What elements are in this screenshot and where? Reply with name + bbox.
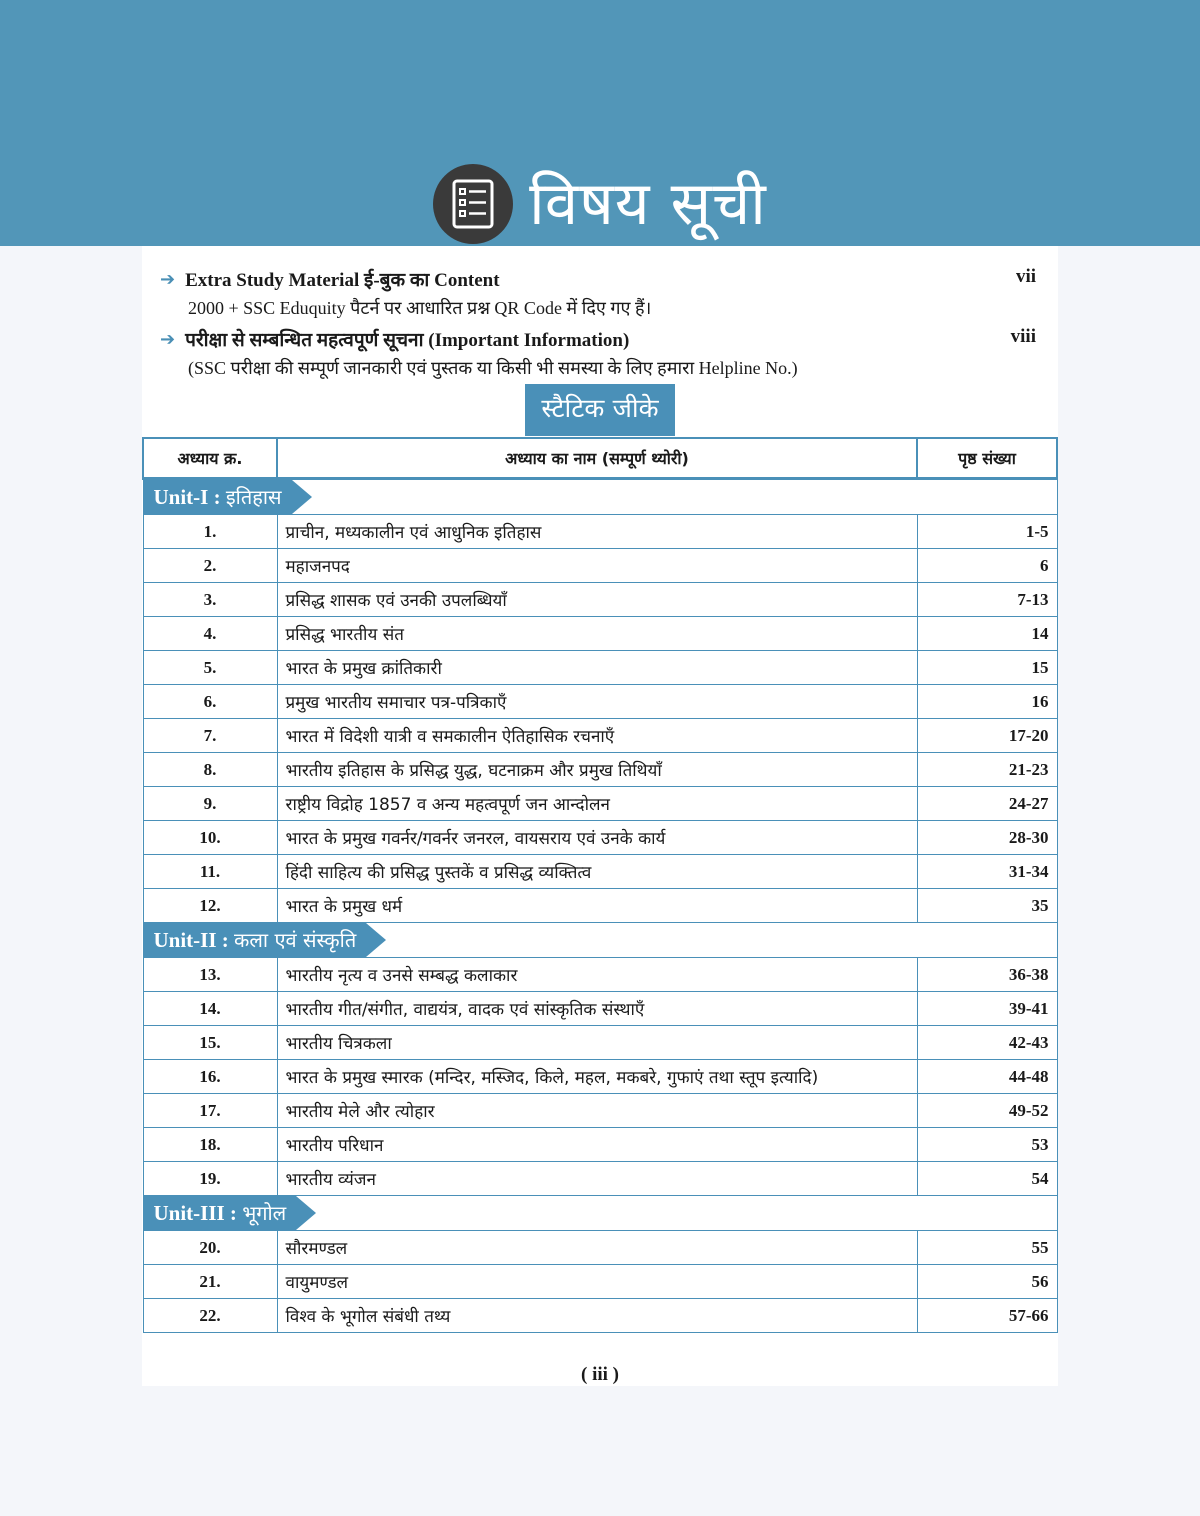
chapter-page: 17-20: [917, 719, 1057, 753]
chapter-page: 28-30: [917, 821, 1057, 855]
chapter-page: 14: [917, 617, 1057, 651]
chapter-number: 13.: [143, 958, 277, 992]
arrow-right-icon: ➔: [160, 328, 176, 350]
chapter-number: 5.: [143, 651, 277, 685]
chapter-number: 20.: [143, 1231, 277, 1265]
table-row: [143, 1060, 1057, 1094]
table-row: [143, 821, 1057, 855]
chapter-page: 1-5: [917, 515, 1057, 549]
chapter-name: प्रमुख भारतीय समाचार पत्र-पत्रिकाएँ: [277, 685, 917, 719]
chapter-name: प्रसिद्ध शासक एवं उनकी उपलब्धियाँ: [277, 583, 917, 617]
table-row: [143, 719, 1057, 753]
chapter-page: 54: [917, 1162, 1057, 1196]
chapter-name: भारतीय परिधान: [277, 1128, 917, 1162]
info-title: Extra Study Material ई-बुक का Content: [185, 270, 500, 291]
chapter-number: 11.: [143, 855, 277, 889]
table-row: [143, 685, 1057, 719]
chapter-name: भारत के प्रमुख क्रांतिकारी: [277, 651, 917, 685]
chapter-name: प्राचीन, मध्यकालीन एवं आधुनिक इतिहास: [277, 515, 917, 549]
info-subtitle: (SSC परीक्षा की सम्पूर्ण जानकारी एवं पुस्तक या किसी भी समस्या के लिए हमारा Helpline No.): [188, 358, 798, 378]
chapter-page: 49-52: [917, 1094, 1057, 1128]
page-title: विषय सूची: [529, 169, 767, 239]
chapter-number: 1.: [143, 515, 277, 549]
chapter-number: 4.: [143, 617, 277, 651]
chapter-name: भारतीय व्यंजन: [277, 1162, 917, 1196]
chapter-number: 22.: [143, 1299, 277, 1333]
table-row: [143, 515, 1057, 549]
info-page-number: viii: [1010, 326, 1036, 347]
chapter-number: 12.: [143, 889, 277, 923]
column-header-chapter-name: अध्याय का नाम (सम्पूर्ण थ्योरी): [277, 438, 917, 479]
list-document-icon: [433, 164, 513, 244]
chapter-name: विश्व के भूगोल संबंधी तथ्य: [277, 1299, 917, 1333]
chapter-number: 2.: [143, 549, 277, 583]
table-row: [143, 651, 1057, 685]
toc-table: [142, 437, 1058, 1333]
info-item-important: [160, 326, 1040, 380]
chapter-page: 55: [917, 1231, 1057, 1265]
chapter-name: भारत में विदेशी यात्री व समकालीन ऐतिहासिक रचनाएँ: [277, 719, 917, 753]
chapter-page: 15: [917, 651, 1057, 685]
chapter-page: 39-41: [917, 992, 1057, 1026]
info-item-extra-material: [160, 266, 1040, 320]
table-row: [143, 617, 1057, 651]
info-page-number: vii: [1015, 266, 1036, 287]
chapter-name: हिंदी साहित्य की प्रसिद्ध पुस्तकें व प्रसिद्ध व्यक्तित्व: [277, 855, 917, 889]
table-header-row: [143, 438, 1057, 479]
chapter-number: 6.: [143, 685, 277, 719]
table-row: [143, 1231, 1057, 1265]
chapter-page: 21-23: [917, 753, 1057, 787]
chapter-name: भारतीय मेले और त्योहार: [277, 1094, 917, 1128]
section-heading-wrap: [142, 384, 1058, 436]
table-row: [143, 889, 1057, 923]
arrow-right-icon: ➔: [160, 268, 176, 290]
chapter-page: 35: [917, 889, 1057, 923]
unit-row: [143, 479, 1057, 515]
chapter-number: 8.: [143, 753, 277, 787]
chapter-page: 42-43: [917, 1026, 1057, 1060]
chapter-name: सौरमण्डल: [277, 1231, 917, 1265]
chapter-page: 6: [917, 549, 1057, 583]
table-row: [143, 1265, 1057, 1299]
table-row: [143, 1299, 1057, 1333]
chapter-name: भारत के प्रमुख स्मारक (मन्दिर, मस्जिद, किले, महल, मकबरे, गुफाएं तथा स्तूप इत्यादि): [277, 1060, 917, 1094]
footer-page-number: ( iii ): [581, 1364, 619, 1385]
unit-label: Unit-I : इतिहास: [144, 480, 292, 514]
chapter-page: 57-66: [917, 1299, 1057, 1333]
chapter-number: 3.: [143, 583, 277, 617]
chapter-name: महाजनपद: [277, 549, 917, 583]
unit-label: Unit-II : कला एवं संस्कृति: [144, 923, 367, 957]
chapter-number: 17.: [143, 1094, 277, 1128]
chapter-number: 16.: [143, 1060, 277, 1094]
chapter-name: राष्ट्रीय विद्रोह 1857 व अन्य महत्वपूर्ण जन आन्दोलन: [277, 787, 917, 821]
unit-row: [143, 923, 1057, 958]
chapter-name: प्रसिद्ध भारतीय संत: [277, 617, 917, 651]
table-row: [143, 753, 1057, 787]
unit-label: Unit-III : भूगोल: [144, 1196, 297, 1230]
chapter-page: 16: [917, 685, 1057, 719]
chapter-name: वायुमण्डल: [277, 1265, 917, 1299]
chapter-number: 7.: [143, 719, 277, 753]
table-row: [143, 1162, 1057, 1196]
table-row: [143, 1026, 1057, 1060]
chapter-number: 9.: [143, 787, 277, 821]
chapter-page: 44-48: [917, 1060, 1057, 1094]
chapter-number: 15.: [143, 1026, 277, 1060]
chapter-page: 31-34: [917, 855, 1057, 889]
chapter-name: भारतीय इतिहास के प्रसिद्ध युद्ध, घटनाक्रम और प्रमुख तिथियाँ: [277, 753, 917, 787]
info-title: परीक्षा से सम्बन्धित महत्वपूर्ण सूचना (Important Information): [185, 330, 630, 351]
chapter-page: 7-13: [917, 583, 1057, 617]
table-row: [143, 787, 1057, 821]
chapter-page: 53: [917, 1128, 1057, 1162]
chapter-page: 56: [917, 1265, 1057, 1299]
chapter-name: भारत के प्रमुख गवर्नर/गवर्नर जनरल, वायसराय एवं उनके कार्य: [277, 821, 917, 855]
table-row: [143, 958, 1057, 992]
chapter-page: 24-27: [917, 787, 1057, 821]
section-heading: स्टैटिक जीके: [525, 384, 674, 436]
table-row: [143, 992, 1057, 1026]
chapter-name: भारतीय गीत/संगीत, वाद्ययंत्र, वादक एवं सांस्कृतिक संस्थाएँ: [277, 992, 917, 1026]
chapter-name: भारतीय नृत्य व उनसे सम्बद्ध कलाकार: [277, 958, 917, 992]
chapter-number: 10.: [143, 821, 277, 855]
table-row: [143, 583, 1057, 617]
info-subtitle: 2000 + SSC Eduquity पैटर्न पर आधारित प्रश्न QR Code में दिए गए हैं।: [188, 298, 652, 318]
table-row: [143, 549, 1057, 583]
column-header-page: पृष्ठ संख्या: [917, 438, 1057, 479]
column-header-chapter-number: अध्याय क्र.: [143, 438, 277, 479]
table-row: [143, 1094, 1057, 1128]
chapter-number: 18.: [143, 1128, 277, 1162]
chapter-number: 19.: [143, 1162, 277, 1196]
table-row: [143, 855, 1057, 889]
unit-row: [143, 1196, 1057, 1231]
table-row: [143, 1128, 1057, 1162]
chapter-name: भारतीय चित्रकला: [277, 1026, 917, 1060]
chapter-number: 14.: [143, 992, 277, 1026]
chapter-name: भारत के प्रमुख धर्म: [277, 889, 917, 923]
chapter-page: 36-38: [917, 958, 1057, 992]
chapter-number: 21.: [143, 1265, 277, 1299]
title-wrap: [0, 164, 1200, 244]
